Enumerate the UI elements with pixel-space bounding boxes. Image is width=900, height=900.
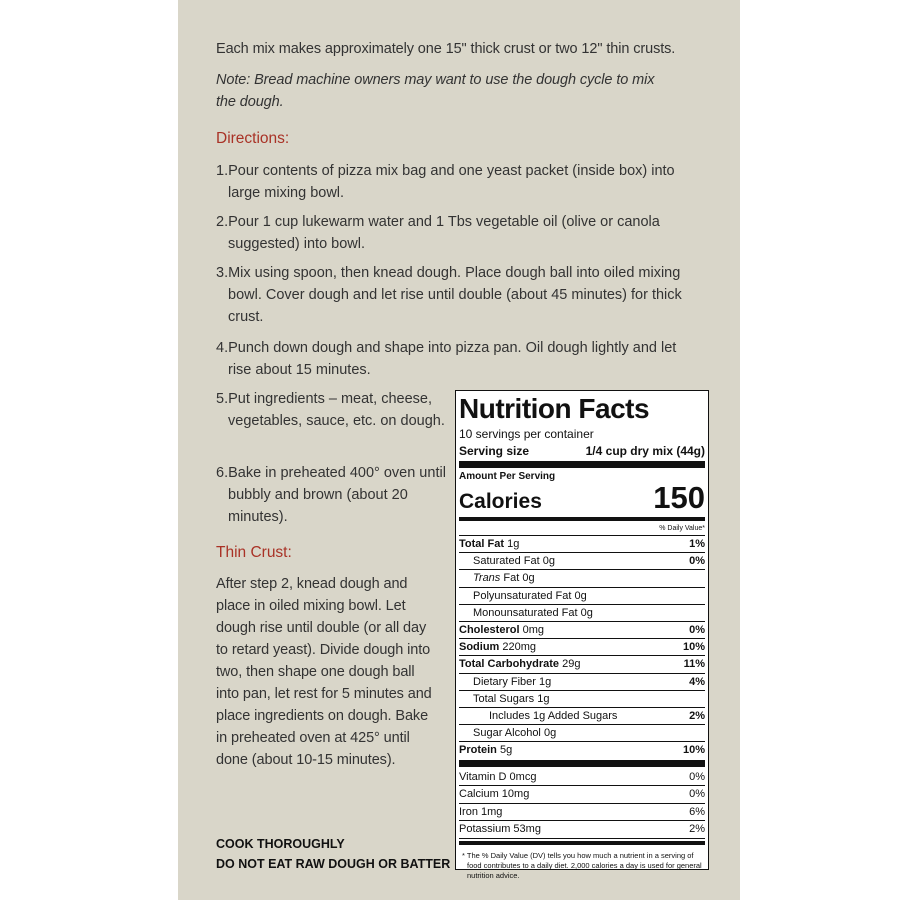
direction-step-1: 1.Pour contents of pizza mix bag and one yeast packet (inside box) into large mixing bowl. xyxy=(216,163,675,201)
daily-value-header: % Daily Value* xyxy=(459,523,705,536)
raw-dough-warning-text: DO NOT EAT RAW DOUGH OR BATTER xyxy=(216,857,451,871)
intro-text: Each mix makes approximately one 15" thick crust or two 12" thin crusts. xyxy=(216,41,676,57)
nutrient-row-cholesterol: Cholesterol 0mg 0% xyxy=(459,622,705,639)
bread-machine-note: Note: Bread machine owners may want to use the dough cycle to mix the dough. xyxy=(216,72,655,110)
divider-footnote xyxy=(459,841,705,845)
daily-value-footnote: * The % Daily Value (DV) tells you how much a nutrient in a serving of food contributes to a daily diet. 2,000 calories a day is used for general nutrition advice. xyxy=(462,851,702,881)
nutrient-row-polyunsaturated-fat: Polyunsaturated Fat 0g xyxy=(459,588,705,605)
nutrition-facts-label xyxy=(455,390,709,881)
directions-heading: Directions: xyxy=(216,130,290,147)
vitamin-row-iron: Iron 1mg 6% xyxy=(459,804,705,822)
direction-step-6: 6.Bake in preheated 400° oven until bubbly and brown (about 20 minutes). xyxy=(216,465,446,525)
calories-row xyxy=(459,480,705,515)
direction-step-2: 2.Pour 1 cup lukewarm water and 1 Tbs vegetable oil (olive or canola suggested) into bowl. xyxy=(216,214,660,252)
serving-size-label: Serving size xyxy=(459,444,530,458)
nutrient-row-saturated-fat: Saturated Fat 0g 0% xyxy=(459,553,705,570)
amount-per-serving: Amount Per Serving xyxy=(459,471,556,482)
cook-warning xyxy=(216,834,450,874)
calories-label: Calories xyxy=(459,490,542,513)
nutrient-row-total-sugars: Total Sugars 1g xyxy=(459,691,705,708)
vitamin-row-vitamin-d: Vitamin D 0mcg 0% xyxy=(459,769,705,787)
thin-crust-heading: Thin Crust: xyxy=(216,544,292,561)
calories-value: 150 xyxy=(653,480,705,515)
divider-thick xyxy=(459,461,705,468)
nutrient-row-monounsaturated-fat: Monounsaturated Fat 0g xyxy=(459,605,705,622)
nutrient-row-protein: Protein 5g 10% xyxy=(459,744,705,757)
direction-step-4: 4.Punch down dough and shape into pizza pan. Oil dough lightly and let rise about 15 minutes. xyxy=(216,340,677,378)
divider-thick-vitamins xyxy=(459,760,705,767)
thin-crust-text: After step 2, knead dough and place in oiled mixing bowl. Let dough rise until double (or all day to retard yeast). Divide dough into two, then shape one dough ball into pan, let rest for 5 minutes and place ingredients on dough. Bake in preheated oven at 425° until done (about 10-15 minutes). xyxy=(216,576,432,768)
serving-size-value: 1/4 cup dry mix (44g) xyxy=(585,444,705,458)
cook-thoroughly-text: COOK THOROUGHLY xyxy=(216,837,345,851)
nutrition-facts-title: Nutrition Facts xyxy=(459,393,650,424)
nutrient-row-sodium: Sodium 220mg 10% xyxy=(459,639,705,656)
serving-size-row xyxy=(459,443,705,460)
vitamin-row-calcium: Calcium 10mg 0% xyxy=(459,786,705,804)
nutrient-row-trans-fat: Trans Fat 0g xyxy=(459,570,705,587)
nutrient-row-sugar-alcohol: Sugar Alcohol 0g xyxy=(459,725,705,742)
nutrient-row-dietary-fiber: Dietary Fiber 1g 4% xyxy=(459,674,705,691)
vitamin-row-potassium: Potassium 53mg 2% xyxy=(459,821,705,839)
nutrient-row-total-fat: Total Fat 1g 1% xyxy=(459,536,705,553)
direction-step-3: 3.Mix using spoon, then knead dough. Place dough ball into oiled mixing bowl. Cover dough and let rise until double (about 45 minutes) for thick crust. xyxy=(216,265,682,325)
nutrient-row-added-sugars: Includes 1g Added Sugars 2% xyxy=(459,708,705,725)
divider-medium xyxy=(459,517,705,521)
servings-per-container: 10 servings per container xyxy=(459,427,594,441)
direction-step-5: 5.Put ingredients – meat, cheese, vegetables, sauce, etc. on dough. xyxy=(216,391,445,429)
nutrient-row-total-carbohydrate: Total Carbohydrate 29g 11% xyxy=(459,656,705,673)
